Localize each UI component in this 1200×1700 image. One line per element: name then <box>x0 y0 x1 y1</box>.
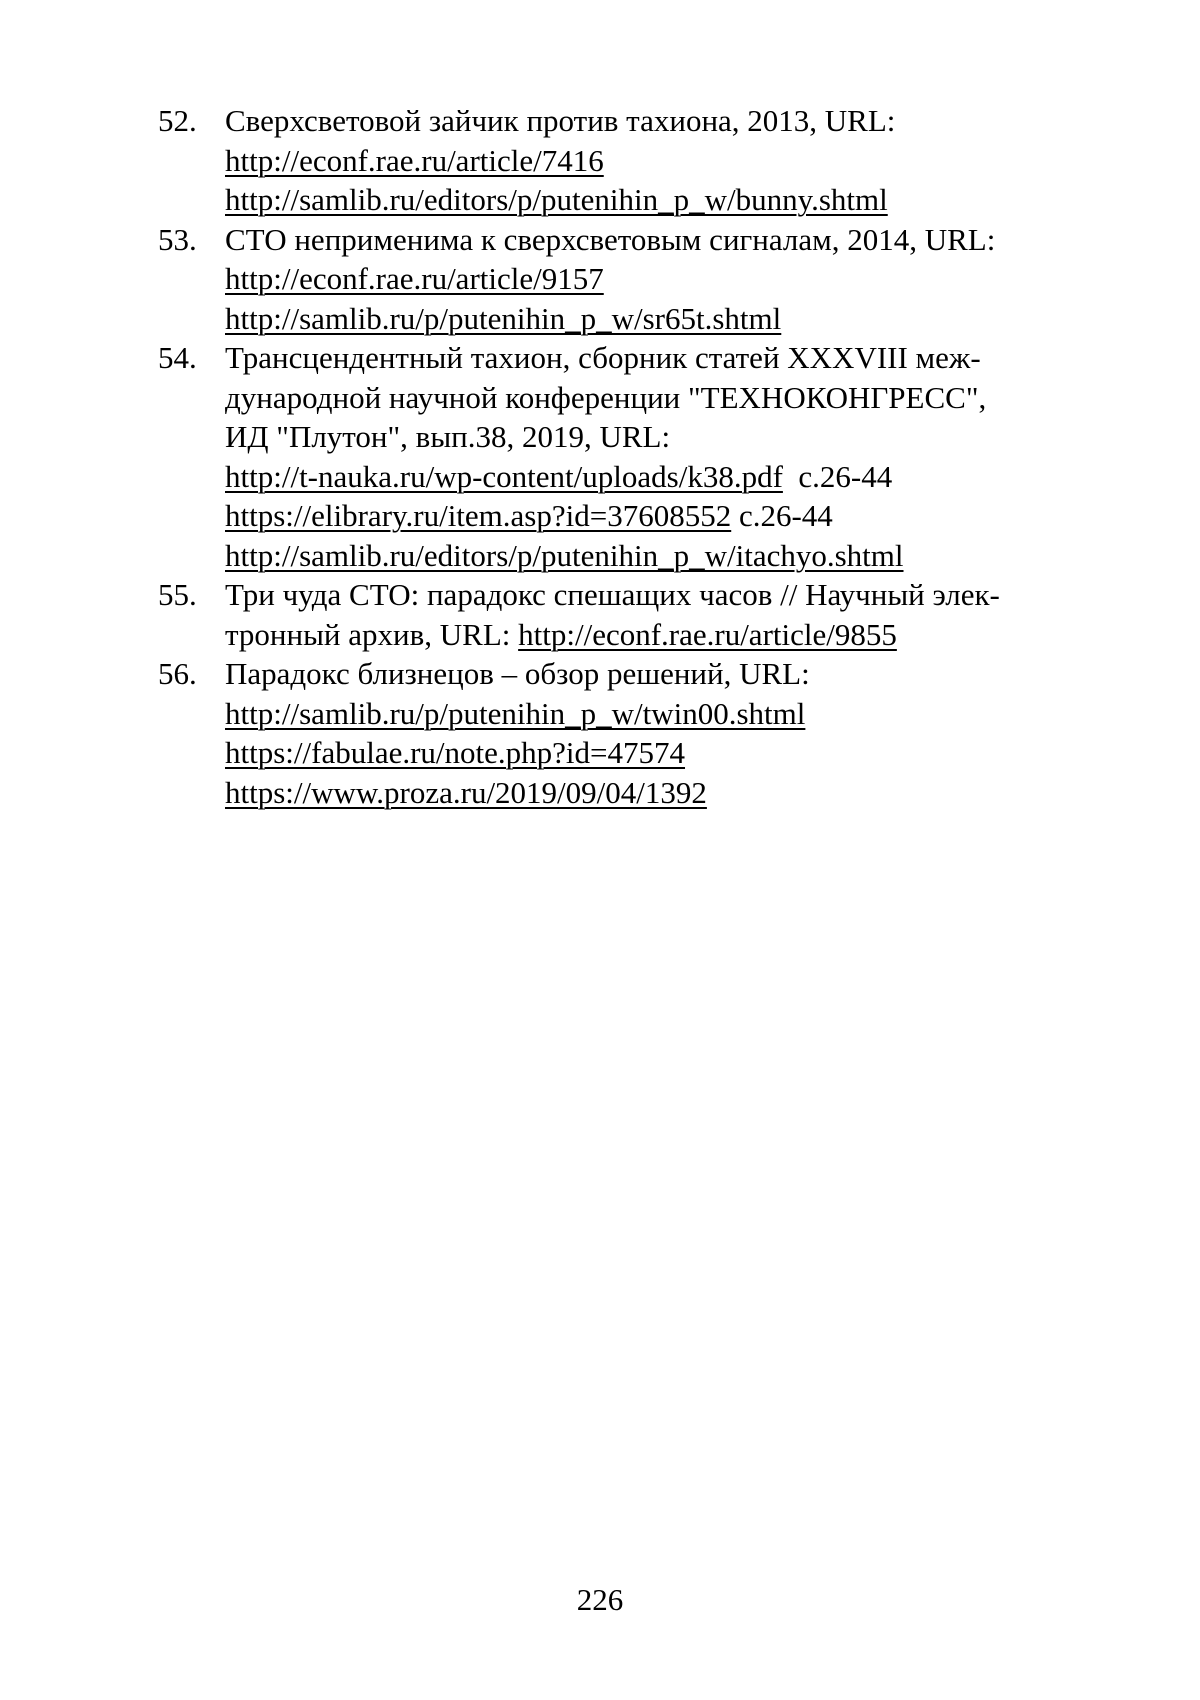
reference-text: дународной научной конференции "ТЕХНОКОНГРЕСС", <box>225 379 987 415</box>
reference-line <box>225 773 1098 813</box>
reference-text: Парадокс близнецов – обзор решений, URL: <box>225 656 810 691</box>
reference-link[interactable]: http://econf.rae.ru/article/7416 <box>225 142 604 178</box>
reference-line <box>225 615 1098 655</box>
reference-number: 55. <box>158 577 197 612</box>
reference-line <box>225 496 1098 536</box>
reference-link[interactable]: https://fabulae.ru/note.php?id=47574 <box>225 735 686 770</box>
reference-link[interactable]: http://samlib.ru/p/putenihin_p_w/twin00.shtml <box>225 695 806 731</box>
reference-line <box>225 180 1098 220</box>
reference-item <box>158 220 1098 339</box>
reference-number: 54. <box>158 340 197 375</box>
reference-number: 52. <box>158 103 197 138</box>
reference-line <box>225 378 1098 418</box>
reference-item <box>158 338 1098 575</box>
reference-pages: с.26-44 <box>731 498 833 533</box>
reference-link[interactable]: http://samlib.ru/p/putenihin_p_w/sr65t.shtml <box>225 300 782 336</box>
reference-list <box>158 101 1098 812</box>
reference-line <box>225 259 1098 299</box>
reference-text: Три чуда СТО: парадокс спешащих часов // Научный элек- <box>225 577 1000 612</box>
reference-line <box>225 220 1098 260</box>
reference-line <box>225 575 1098 615</box>
reference-link[interactable]: http://samlib.ru/editors/p/putenihin_p_w/bunny.shtml <box>225 182 888 217</box>
reference-text: тронный архив, URL: <box>225 616 519 652</box>
reference-item <box>158 575 1098 654</box>
reference-line <box>225 338 1098 378</box>
reference-line <box>225 654 1098 694</box>
reference-number: 53. <box>158 221 197 257</box>
reference-link[interactable]: http://econf.rae.ru/article/9855 <box>518 616 897 652</box>
reference-line <box>225 417 1098 457</box>
reference-line <box>225 694 1098 734</box>
reference-pages: с.26-44 <box>782 458 893 494</box>
reference-line <box>225 536 1098 576</box>
reference-line <box>225 457 1098 497</box>
reference-item <box>158 101 1098 220</box>
reference-link[interactable]: https://elibrary.ru/item.asp?id=37608552 <box>225 498 732 533</box>
reference-item <box>158 654 1098 812</box>
reference-text: ИД "Плутон", вып.38, 2019, URL: <box>225 419 671 454</box>
reference-line <box>225 733 1098 773</box>
reference-text: СТО неприменима к сверхсветовым сигналам, 2014, URL: <box>225 221 996 257</box>
reference-link[interactable]: https://www.proza.ru/2019/09/04/1392 <box>225 774 707 810</box>
reference-link[interactable]: http://t-nauka.ru/wp-content/uploads/k38.pdf <box>225 458 783 494</box>
reference-text: Сверхсветовой зайчик против тахиона, 2013, URL: <box>225 103 896 138</box>
reference-link[interactable]: http://econf.rae.ru/article/9157 <box>225 261 604 296</box>
reference-number: 56. <box>158 656 197 691</box>
page-number: 226 <box>576 1582 624 1617</box>
reference-link[interactable]: http://samlib.ru/editors/p/putenihin_p_w/itachyo.shtml <box>225 537 904 573</box>
reference-line <box>225 101 1098 141</box>
reference-text: Трансцендентный тахион, сборник статей XXXVIII меж- <box>225 340 981 375</box>
reference-line <box>225 141 1098 181</box>
reference-line <box>225 299 1098 339</box>
